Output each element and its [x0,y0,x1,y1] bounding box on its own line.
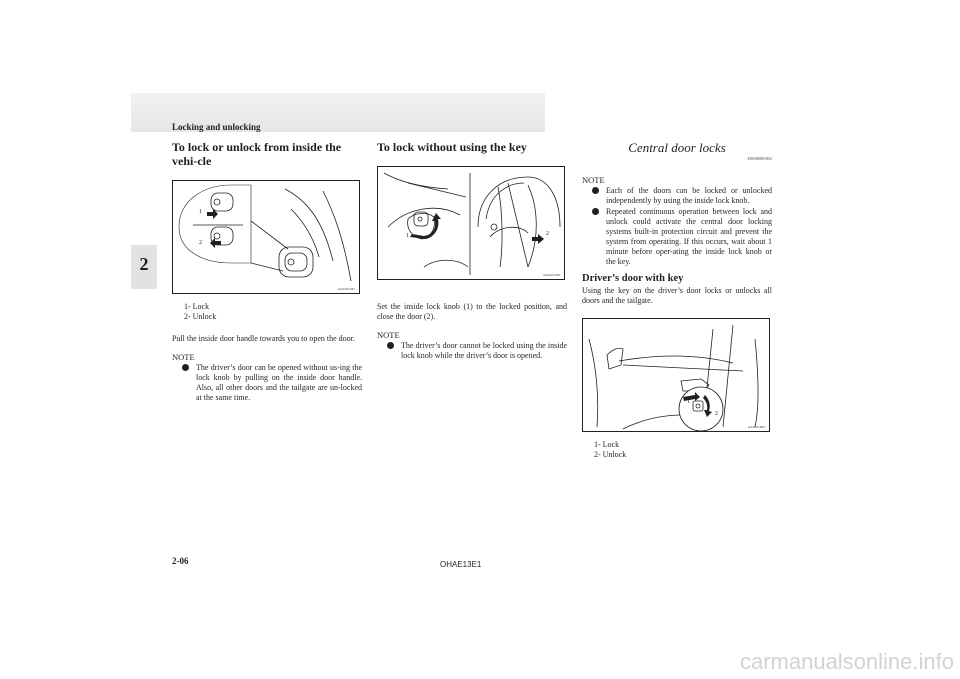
note-label: NOTE [377,330,400,340]
note-list [582,186,772,267]
watermark: carmanualsonline.info [739,649,954,674]
legend-item-lock: 1- Lock [184,302,210,311]
figure-lock-knob-close-door [377,166,565,280]
note-label: NOTE [582,175,605,185]
chapter-tab [131,245,157,289]
chapter-number: 2 [139,254,149,274]
note-item: Repeated continuous operation between lock and unlock could activate the central door locking systems built-in protection circuit and prevent the system from operating. If this occurs, wait about 1 minute before oper-ating the inside lock knob or the key. [592,207,772,267]
figure-id: AA0101963 [747,425,765,429]
callout-2: 2 [715,411,718,417]
callout-2: 2 [199,240,202,246]
figure-id: AA0101947 [337,287,355,291]
bullet-icon [592,187,599,194]
callout-1: 1 [199,209,202,215]
section-heading: To lock or unlock from inside the vehi-cle [172,140,342,168]
note-item: The driver’s door cannot be locked using the inside lock knob while the driver’s door is opened. [387,341,567,361]
note-label: NOTE [172,352,195,362]
note-list [377,341,567,361]
note-item: The driver’s door can be opened without us-ing the lock knob by pulling on the inside door handle. Also, all other doors and the tailgate are un-locked at the same time. [182,363,362,403]
section-central-door-locks [582,140,772,472]
section-inside-lock [172,140,362,404]
section-heading: To lock without using the key [377,140,527,154]
header-title: Locking and unlocking [172,122,261,132]
figure-legend [184,302,362,322]
section-lock-without-key [377,140,567,362]
section-code: E00300801852 [747,156,772,161]
bullet-icon [182,364,189,371]
page-number: 2-06 [172,556,189,566]
body-text: Pull the inside door handle towards you to open the door. [172,334,355,343]
body-text: Set the inside lock knob (1) to the locked position, and close the door (2). [377,302,567,321]
legend-item-unlock: 2- Unlock [594,450,627,459]
figure-driver-door-key [582,318,770,432]
subheading: Driver’s door with key [582,273,684,284]
bullet-icon [387,342,394,349]
note-list [172,363,362,403]
figure-id: AA0101950 [542,273,560,277]
callout-1: 1 [687,399,690,405]
body-text: Using the key on the driver’s door locks or unlocks all doors and the tailgate. [582,286,772,305]
figure-legend [594,440,772,460]
callout-1: 1 [406,233,409,239]
bullet-icon [592,208,599,215]
figure-inside-lock-knob [172,180,360,294]
document-code: OHAE13E1 [440,560,482,569]
legend-item-unlock: 2- Unlock [184,312,217,321]
section-heading: Central door locks [628,140,726,155]
callout-2: 2 [546,231,549,237]
note-item: Each of the doors can be locked or unlocked independently by using the inside lock knob. [592,186,772,206]
legend-item-lock: 1- Lock [594,440,620,449]
